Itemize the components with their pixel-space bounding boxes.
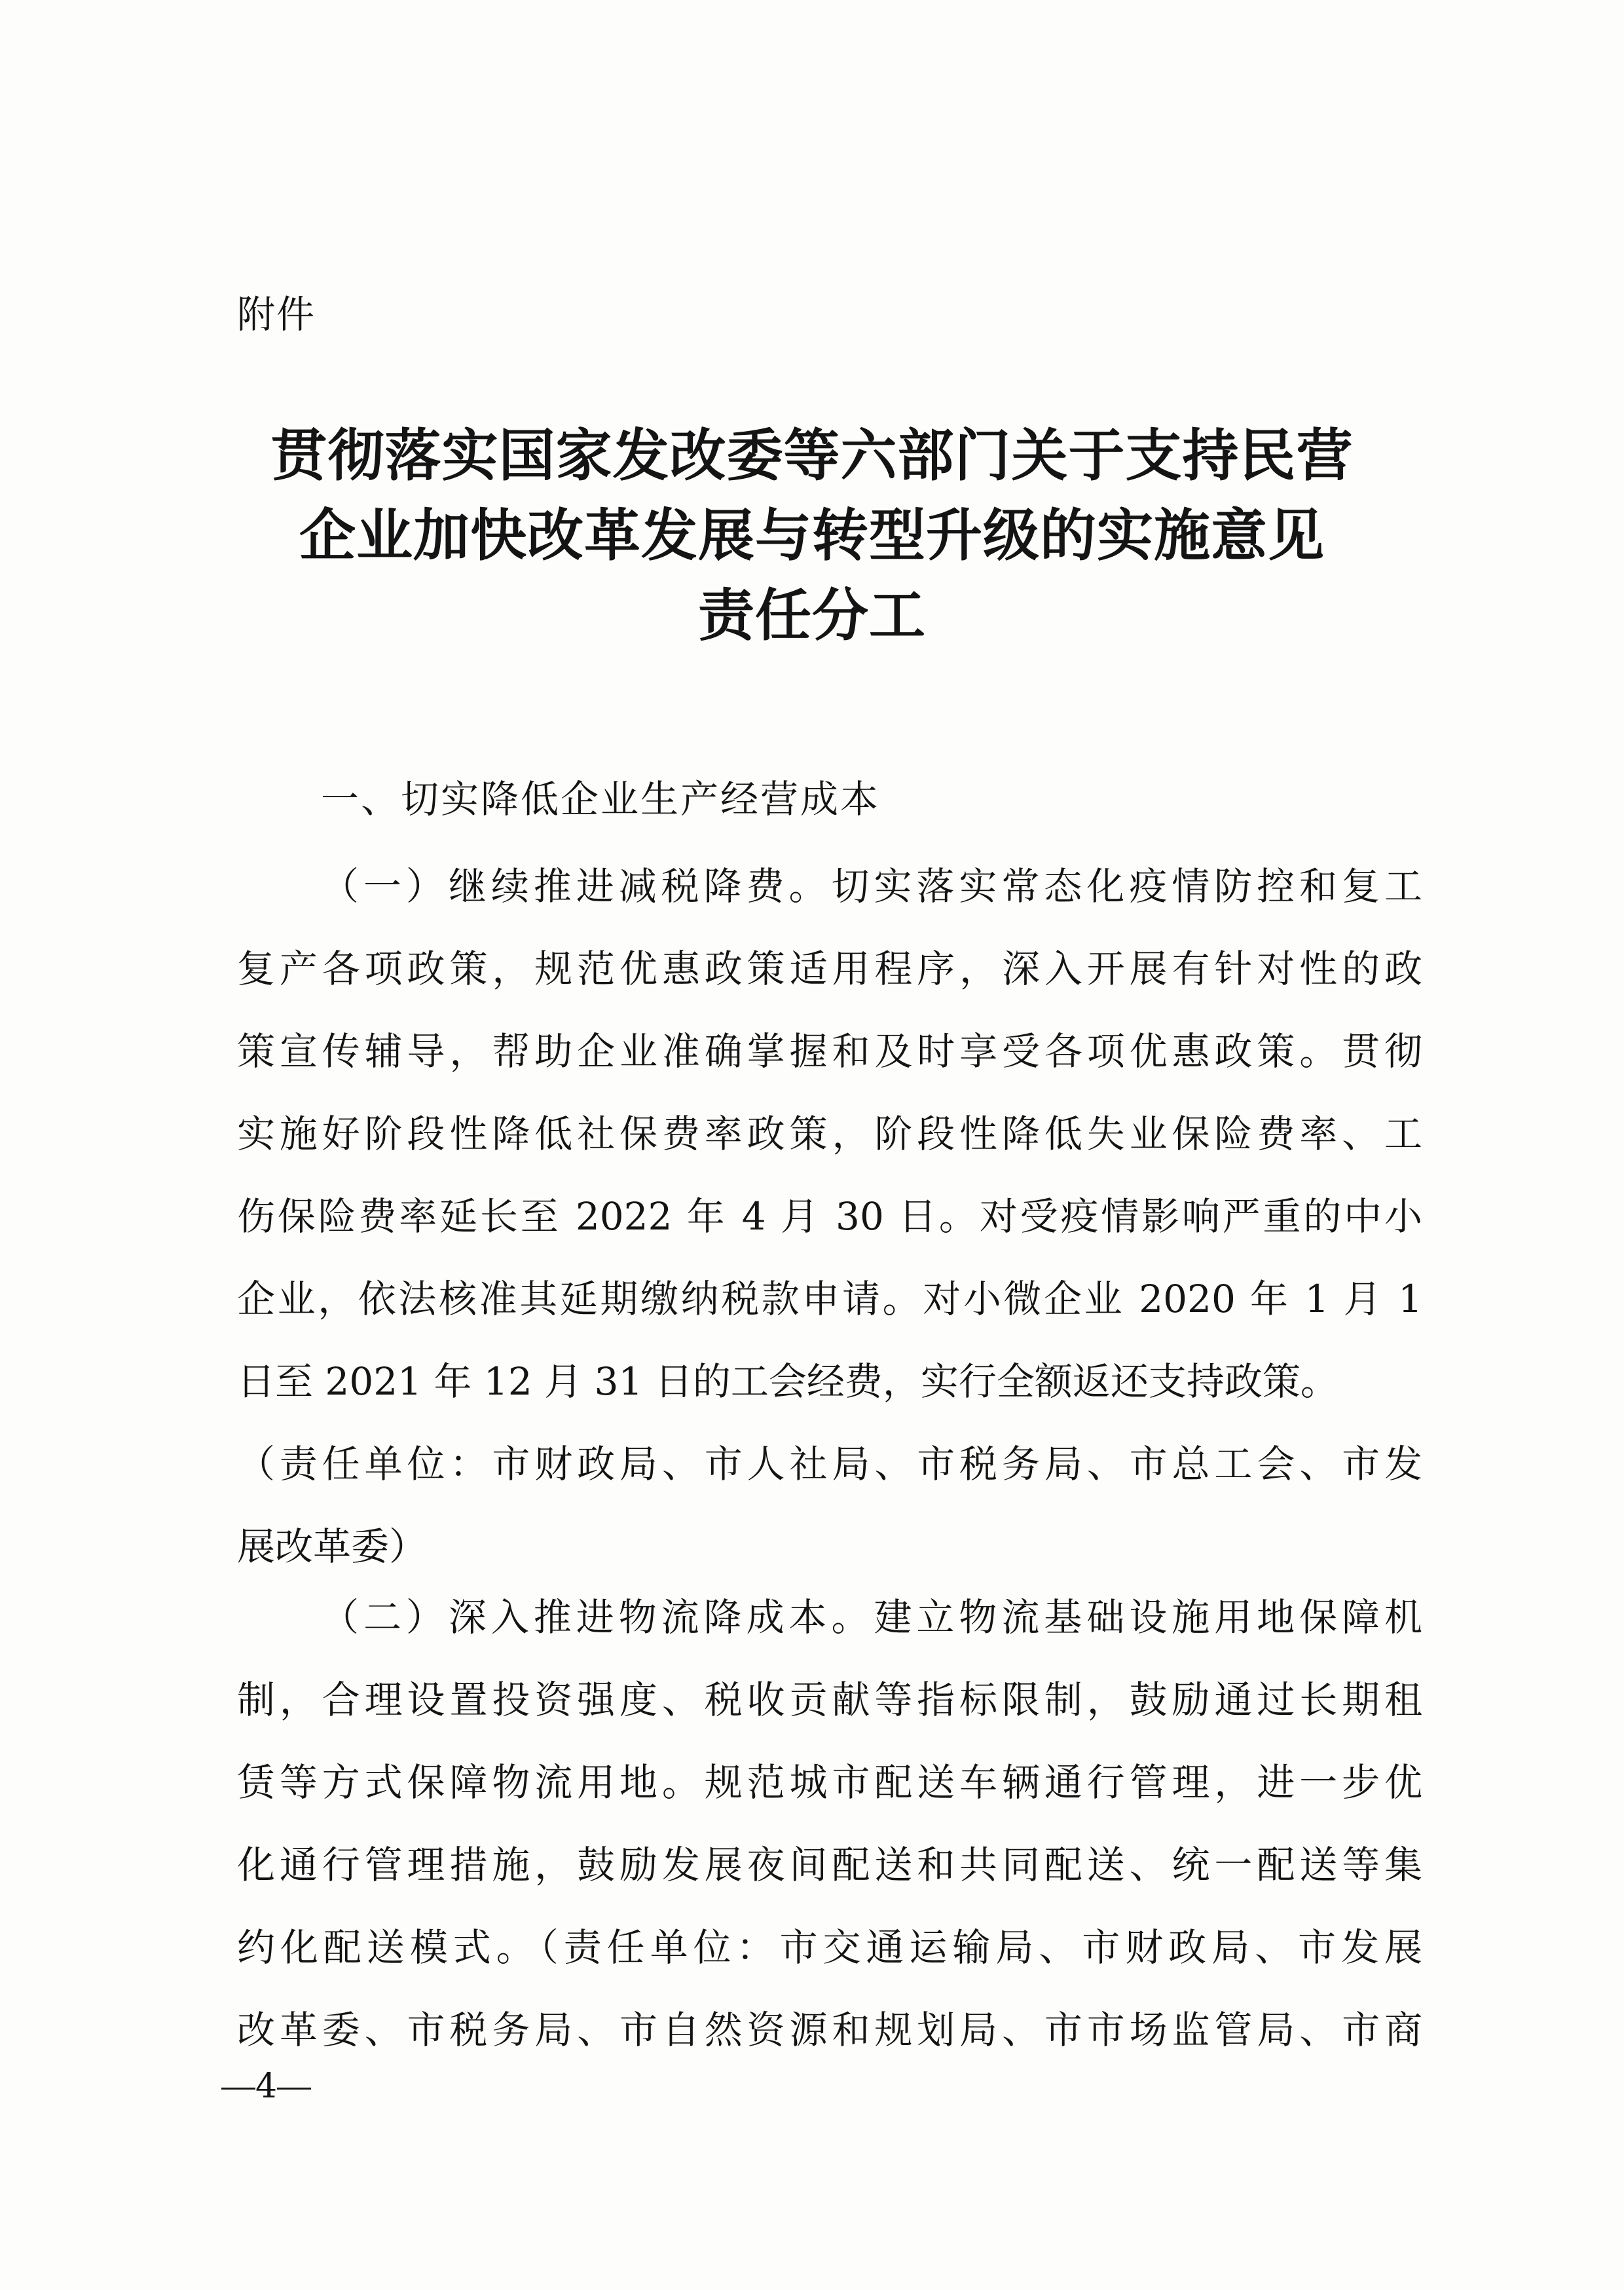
paragraph-line: （一）继续推进减税降费。切实落实常态化疫情防控和复工 bbox=[321, 864, 1422, 909]
paragraph-line: 复产各项政策，规范优惠政策适用程序，深入开展有针对性的政 bbox=[237, 947, 1422, 991]
title-line-3: 责任分工 bbox=[698, 582, 926, 648]
paragraph-line: 制，合理设置投资强度、税收贡献等指标限制，鼓励通过长期租 bbox=[237, 1678, 1422, 1722]
section-heading: 一、切实降低企业生产经营成本 bbox=[321, 777, 881, 821]
paragraph-line: 改革委、市税务局、市自然资源和规划局、市市场监管局、市商 bbox=[237, 2008, 1422, 2052]
title-line-2: 企业加快改革发展与转型升级的实施意见 bbox=[299, 502, 1325, 569]
paragraph-line: 策宣传辅导，帮助企业准确掌握和及时享受各项优惠政策。贯彻 bbox=[237, 1029, 1422, 1074]
attachment-label: 附件 bbox=[237, 292, 316, 337]
document-title bbox=[196, 416, 1428, 656]
paragraph-line: 实施好阶段性降低社保费率政策，阶段性降低失业保险费率、工 bbox=[237, 1112, 1422, 1156]
paragraph-2 bbox=[237, 1576, 1422, 2071]
paragraph-line: 日至 2021 年 12 月 31 日的工会经费，实行全额返还支持政策。 bbox=[237, 1359, 1338, 1404]
footer-dash-right bbox=[277, 2088, 311, 2090]
paragraph-line: 化通行管理措施，鼓励发展夜间配送和共同配送、统一配送等集 bbox=[237, 1843, 1422, 1887]
paragraph-1 bbox=[237, 845, 1422, 1588]
title-line-1: 贯彻落实国家发改委等六部门关于支持民营 bbox=[270, 422, 1354, 489]
footer-dash-left bbox=[221, 2088, 255, 2090]
paragraph-line: 企业，依法核准其延期缴纳税款申请。对小微企业 2020 年 1 月 1 bbox=[237, 1277, 1422, 1321]
paragraph-line: （责任单位：市财政局、市人社局、市税务局、市总工会、市发 bbox=[237, 1442, 1422, 1486]
page-footer bbox=[221, 2063, 311, 2109]
paragraph-line: 约化配送模式。（责任单位：市交通运输局、市财政局、市发展 bbox=[237, 1925, 1422, 1970]
page-number: 4 bbox=[255, 2067, 278, 2106]
paragraph-line: （二）深入推进物流降成本。建立物流基础设施用地保障机 bbox=[321, 1595, 1422, 1640]
paragraph-line: 伤保险费率延长至 2022 年 4 月 30 日。对受疫情影响严重的中小 bbox=[237, 1194, 1422, 1239]
paragraph-line: 展改革委） bbox=[237, 1524, 428, 1569]
paragraph-line: 赁等方式保障物流用地。规范城市配送车辆通行管理，进一步优 bbox=[237, 1760, 1422, 1805]
